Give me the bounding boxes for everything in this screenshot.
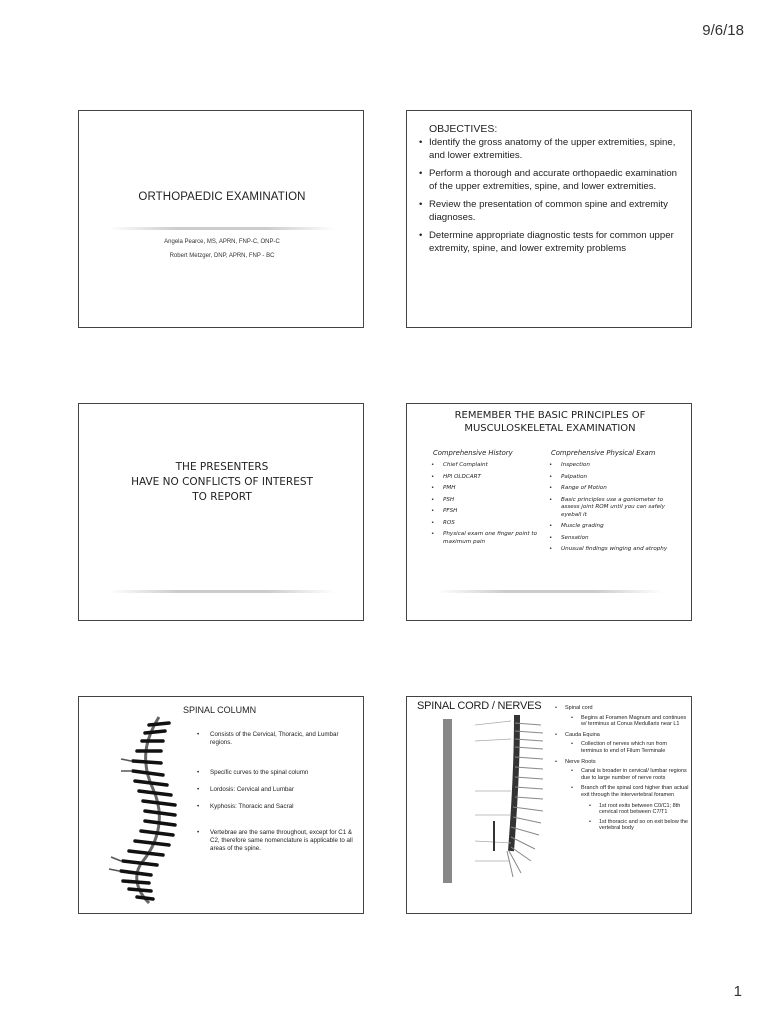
conflicts-line-3: TO REPORT bbox=[192, 491, 252, 503]
sub-list bbox=[565, 741, 689, 754]
divider-rule bbox=[109, 227, 335, 230]
principles-title bbox=[413, 409, 687, 435]
divider-rule bbox=[109, 590, 335, 593]
list-item-label: Nerve Roots bbox=[565, 758, 596, 765]
spinous-process-shapes bbox=[109, 759, 131, 871]
list-item: • Canal is broader in cervical/ lumbar regions due to large number of nerve roots bbox=[571, 768, 689, 781]
page-date: 9/6/18 bbox=[702, 22, 744, 39]
list-item: • Inspection bbox=[549, 462, 683, 470]
spinal-cord-title: SPINAL CORD / NERVES bbox=[417, 700, 542, 712]
list-item: • PMH bbox=[431, 485, 543, 493]
conflicts-statement bbox=[89, 460, 355, 505]
list-item bbox=[555, 732, 689, 755]
spinal-cord-diagram-icon bbox=[435, 711, 553, 887]
list-item-label: Cauda Equina bbox=[565, 731, 600, 738]
list-item: • Determine appropriate diagnostic tests for common upper extremity, spine, and lower extremity problems bbox=[419, 230, 681, 255]
physical-exam-heading: Comprehensive Physical Exam bbox=[551, 449, 656, 457]
vertebrae-shapes bbox=[121, 723, 175, 899]
slide-spinal-cord bbox=[406, 696, 692, 914]
list-item-label: Spinal cord bbox=[565, 705, 593, 711]
spinal-cord-shape bbox=[511, 715, 517, 851]
author-1: Angela Pearce, MS, APRN, FNP-C, ONP-C bbox=[164, 239, 280, 245]
physical-exam-list bbox=[549, 462, 683, 558]
slide-principles bbox=[406, 403, 692, 621]
list-item: • Begins at Foramen Magnum and continues w/ terminus at Conus Medullaris near L1 bbox=[571, 715, 689, 728]
objectives-list bbox=[419, 137, 681, 261]
spinal-column-title: SPINAL COLUMN bbox=[183, 705, 257, 715]
list-item-label: Branch off the spinal cord higher than actual exit through the intervertebral foramen bbox=[581, 785, 689, 798]
list-item bbox=[555, 759, 689, 832]
list-item: • Kyphosis: Thoracic and Sacral bbox=[197, 803, 357, 811]
list-item: • Identify the gross anatomy of the upper extremities, spine, and lower extremities. bbox=[419, 137, 681, 162]
slide-title bbox=[78, 110, 364, 328]
list-item: • Palpation bbox=[549, 474, 683, 482]
objectives-heading: OBJECTIVES: bbox=[429, 123, 498, 135]
spinal-column-icon bbox=[89, 711, 189, 909]
list-item: • Unusual findings winging and atrophy bbox=[549, 546, 683, 554]
list-item: • 1st thoracic and so on exit below the vertebral body bbox=[589, 819, 689, 832]
page-number: 1 bbox=[733, 983, 742, 1000]
slide-conflicts bbox=[78, 403, 364, 621]
history-list bbox=[431, 462, 543, 550]
principles-title-line-1: REMEMBER THE BASIC PRINCIPLES OF bbox=[454, 410, 646, 421]
list-item bbox=[555, 705, 689, 728]
sub-list bbox=[565, 715, 689, 728]
list-item: • Muscle grading bbox=[549, 523, 683, 531]
slide-title-text: ORTHOPAEDIC EXAMINATION bbox=[138, 191, 306, 203]
author-2: Robert Metzger, DNP, APRN, FNP - BC bbox=[169, 253, 275, 259]
list-item: • Range of Motion bbox=[549, 485, 683, 493]
list-item: • Perform a thorough and accurate orthopaedic examination of the upper extremities, spine, and lower extremities. bbox=[419, 168, 681, 193]
list-item bbox=[571, 785, 689, 832]
list-item: • 1st root exits between C0/C1; 8th cervical root between C7/T1 bbox=[589, 803, 689, 816]
list-item: • Sensation bbox=[549, 535, 683, 543]
divider-rule bbox=[437, 590, 663, 593]
region-labels-bar bbox=[443, 719, 452, 883]
spinal-cord-list bbox=[555, 705, 689, 836]
cauda-marker-shape bbox=[493, 821, 495, 851]
list-item: • Specific curves to the spinal column bbox=[197, 769, 357, 777]
spinal-column-list bbox=[197, 731, 357, 853]
list-item: • Chief Complaint bbox=[431, 462, 543, 470]
slide-objectives bbox=[406, 110, 692, 328]
list-item: • Lordosis: Cervical and Lumbar bbox=[197, 786, 357, 794]
list-item: • PFSH bbox=[431, 508, 543, 516]
history-heading: Comprehensive History bbox=[433, 449, 513, 457]
list-item: • PSH bbox=[431, 497, 543, 505]
list-item: • Review the presentation of common spine and extremity diagnoses. bbox=[419, 199, 681, 224]
list-item: • Vertebrae are the same throughout, except for C1 & C2, therefore same nomenclature is applicable to all areas of the spine. bbox=[197, 829, 357, 853]
list-item: • Consists of the Cervical, Thoracic, and Lumbar regions. bbox=[197, 731, 357, 747]
sub-list bbox=[581, 803, 689, 832]
list-item: • Basic principles use a goniometer to assess joint ROM until you can safely eyeball it bbox=[549, 497, 683, 520]
principles-title-line-2: MUSCULOSKELETAL EXAMINATION bbox=[464, 423, 636, 434]
slide-spinal-column bbox=[78, 696, 364, 914]
list-item: • Collection of nerves which run from terminus to end of Filum Terminale bbox=[571, 741, 689, 754]
list-item: • Physical exam one finger point to maximum pain bbox=[431, 531, 543, 546]
list-item: • HPI OLDCART bbox=[431, 474, 543, 482]
list-item: • ROS bbox=[431, 520, 543, 528]
sub-list bbox=[565, 768, 689, 832]
conflicts-line-1: THE PRESENTERS bbox=[175, 461, 269, 473]
conflicts-line-2: HAVE NO CONFLICTS OF INTEREST bbox=[131, 476, 313, 488]
